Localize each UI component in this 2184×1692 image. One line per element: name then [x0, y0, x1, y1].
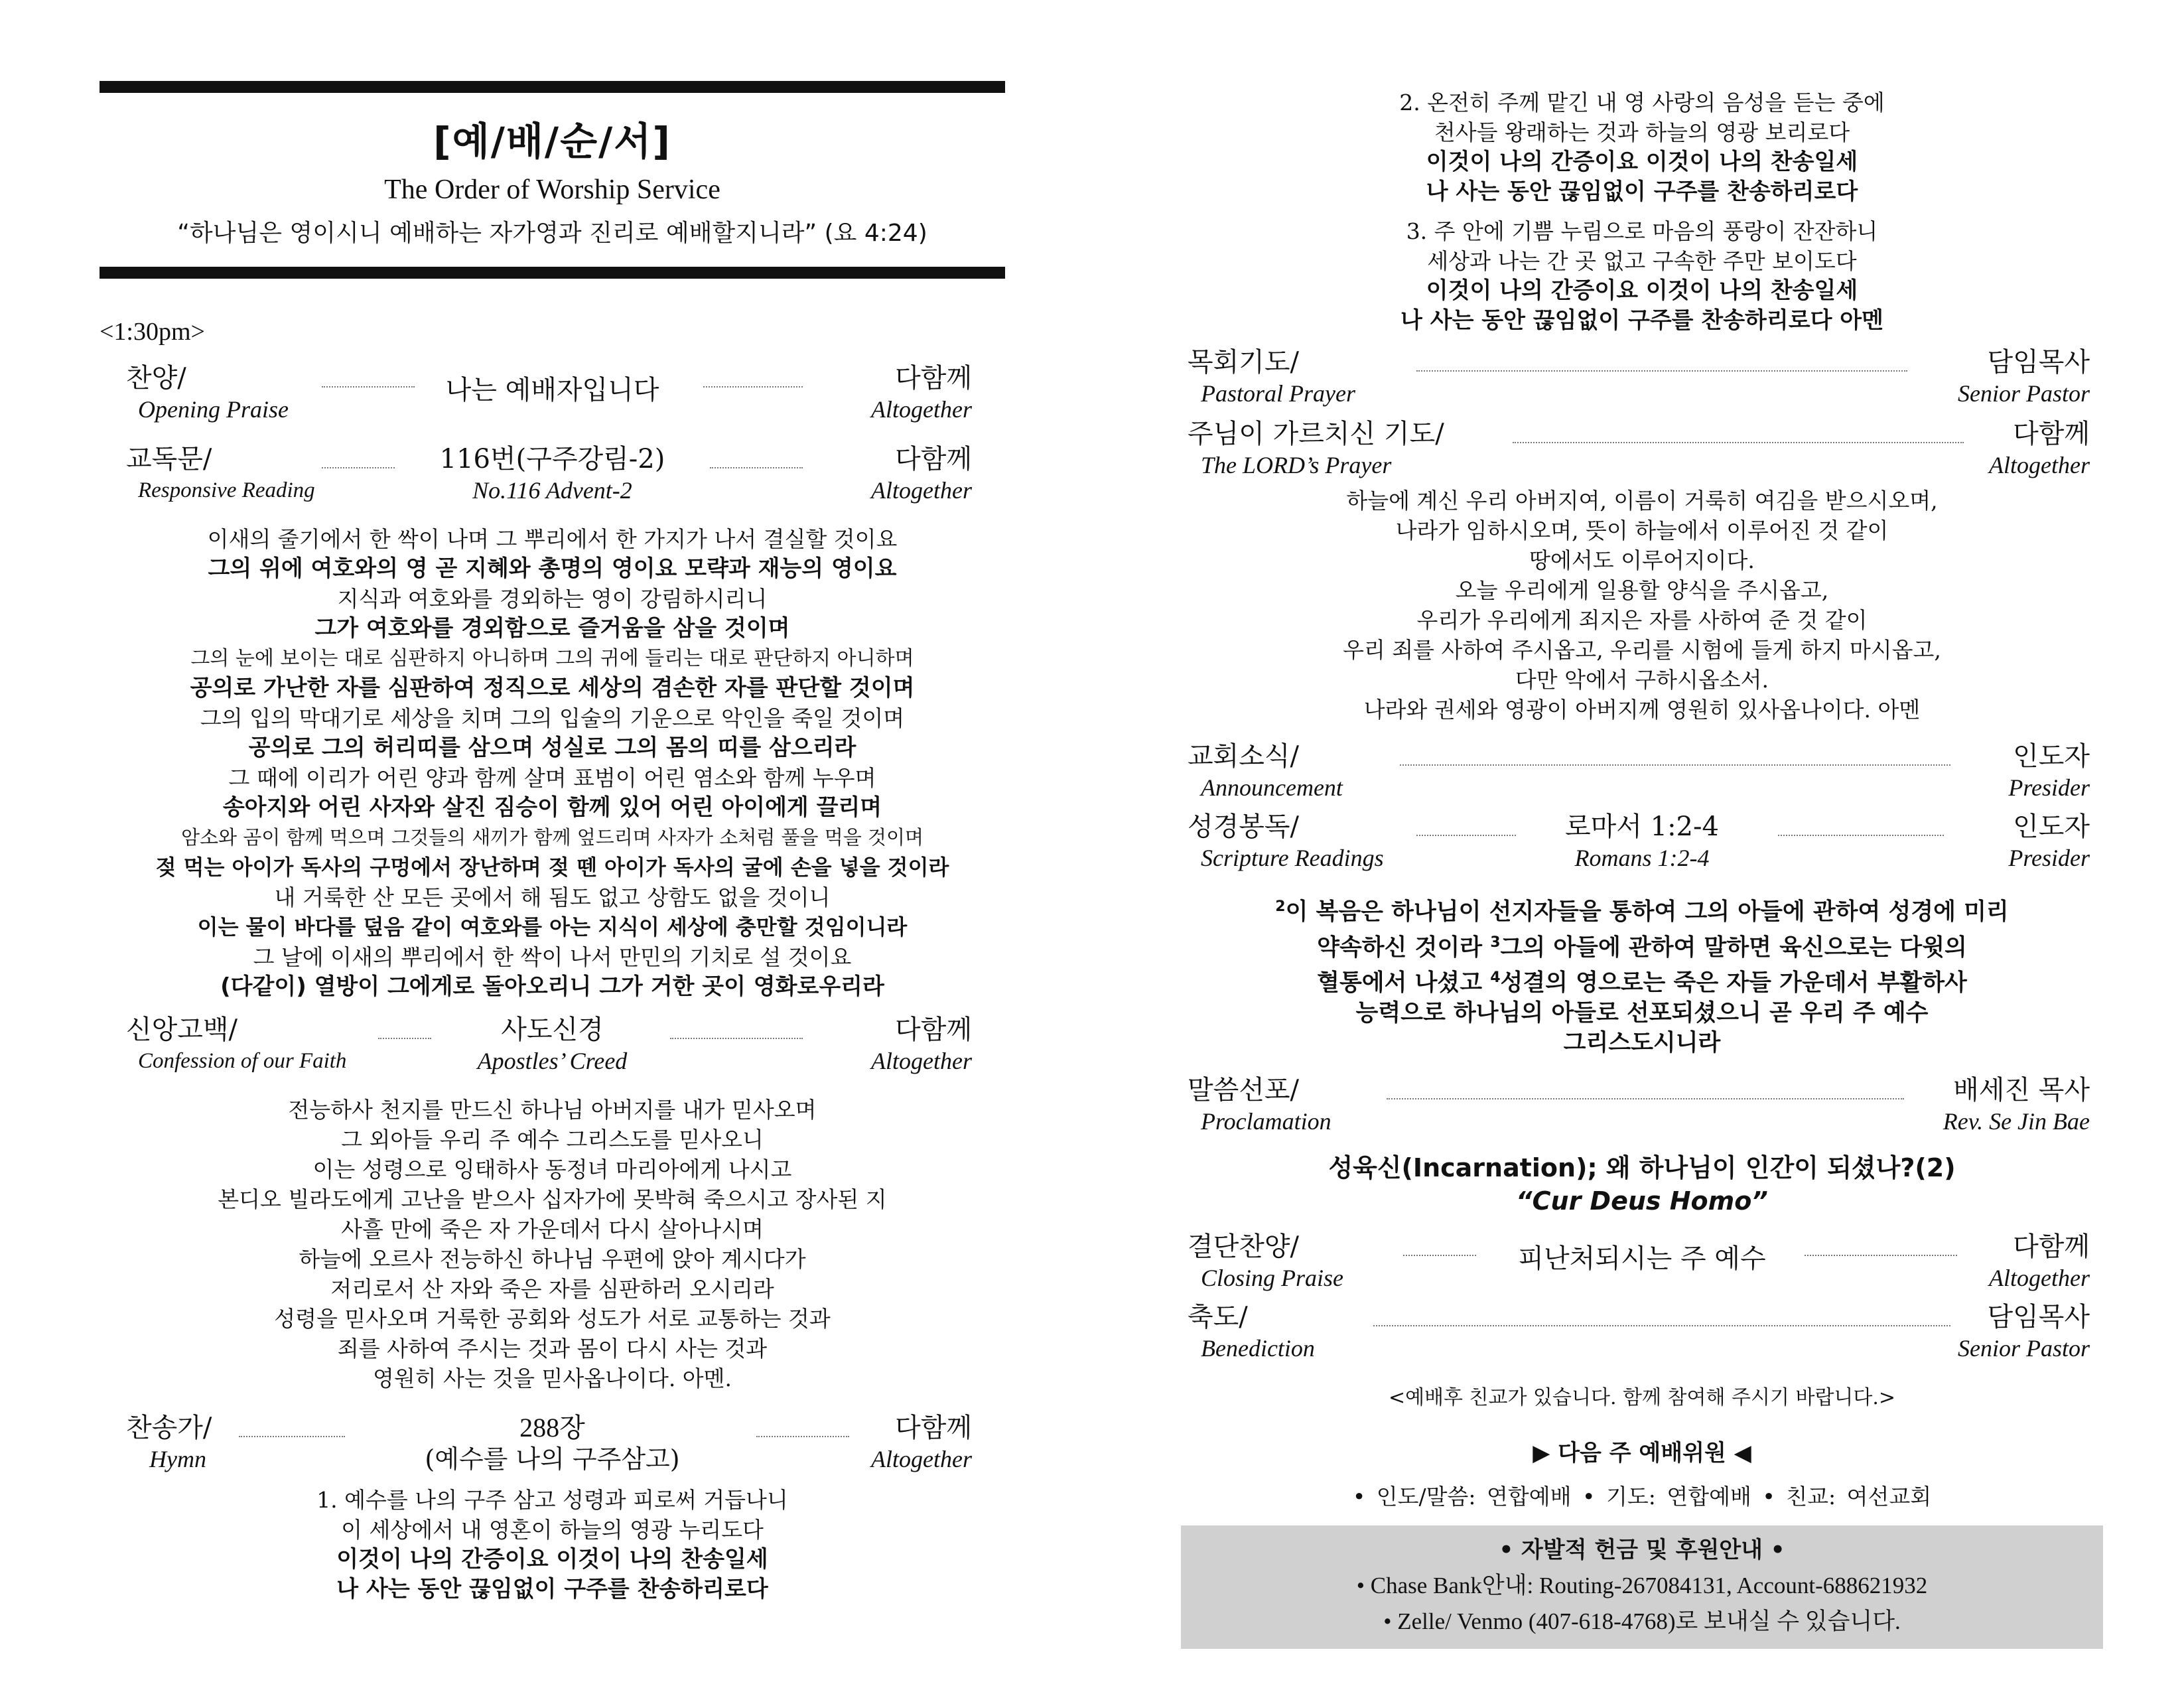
hymn-verse-1 — [100, 1485, 1005, 1604]
item-who-en: Altogether — [871, 1048, 972, 1074]
item-title: 피난처되시는 주 예수 — [1518, 1243, 1766, 1274]
creed-line: 그 외아들 우리 주 예수 그리스도를 믿사오니 — [341, 1127, 764, 1153]
order-scripture-readings — [1181, 810, 2103, 879]
leader-dots — [1513, 442, 1964, 443]
item-who-en: Presider — [2008, 774, 2090, 801]
scripture-line: 그리스도시니라 — [1563, 1029, 1721, 1056]
item-title-en: (예수를 나의 구주삼고) — [425, 1445, 680, 1474]
creed-line: 죄를 사하여 주시는 것과 몸이 다시 사는 것과 — [337, 1336, 768, 1362]
left-page — [100, 0, 1005, 1692]
hymn-line: 이것이 나의 간증이요 이것이 나의 찬송일세 — [1426, 277, 1858, 304]
item-who-kr: 다함께 — [2013, 419, 2090, 449]
item-kr: 성경봉독/ — [1188, 811, 1300, 842]
item-who-kr: 인도자 — [2013, 741, 2090, 772]
item-who-en: Senior Pastor — [1957, 1334, 2090, 1362]
item-who-kr: 다함께 — [895, 1015, 972, 1045]
prayer-line: 다만 악에서 구하시옵소서. — [1515, 667, 1769, 693]
item-en: Proclamation — [1201, 1107, 1331, 1135]
hymn-line: 2. 온전히 주께 맡긴 내 영 사랑의 음성을 듣는 중에 — [1399, 90, 1885, 115]
hymn-verse-2 — [1181, 88, 2103, 207]
prayer-line: 땅에서도 이루어지이다. — [1529, 547, 1755, 573]
order-opening-praise — [100, 361, 1005, 430]
verse-number: 3 — [1490, 934, 1501, 951]
prayer-line: 나라와 권세와 영광이 아버지께 영원히 있사옵나이다. 아멘 — [1363, 697, 1921, 723]
hymn-line: 천사들 왕래하는 것과 하늘의 영광 보리로다 — [1434, 119, 1850, 145]
reading-line: 암소와 곰이 함께 먹으며 그것들의 새끼가 함께 엎드리며 사자가 소처럼 풀을 먹을 것이며 — [180, 826, 924, 849]
verse-number: 4 — [1490, 969, 1501, 987]
item-kr: 신앙고백/ — [126, 1015, 238, 1045]
bulletin-subtitle: The Order of Worship Service — [384, 175, 720, 205]
leader-dots — [1400, 764, 1950, 766]
reading-line: 송아지와 어린 사자와 살진 짐승이 함께 있어 어린 아이에게 끌리며 — [222, 794, 882, 821]
reading-line: 이새의 줄기에서 한 싹이 나며 그 뿌리에서 한 가지가 나서 결실할 것이요 — [207, 526, 898, 552]
reading-line: 지식과 여호와를 경외하는 영이 강림하시리니 — [337, 586, 768, 612]
item-who-en: Altogether — [871, 477, 972, 504]
bottom-rule — [100, 267, 1005, 279]
item-who-kr: 다함께 — [2013, 1231, 2090, 1262]
item-who-kr: 담임목사 — [1987, 347, 2090, 378]
leader-dots — [1373, 1325, 1950, 1326]
prayer-line: 오늘 우리에게 일용할 양식을 주시옵고, — [1455, 577, 1829, 603]
scripture-span: 그의 아들에 관하여 말하면 육신으로는 다윗의 — [1500, 934, 1967, 961]
order-responsive-reading — [100, 442, 1005, 511]
offering-zelle-line: • Zelle/ Venmo (407-618-4768)로 보내실 수 있습니다. — [1383, 1608, 1901, 1634]
item-kr: 말씀선포/ — [1188, 1074, 1300, 1105]
creed-line: 성령을 믿사오며 거룩한 공회와 성도가 서로 교통하는 것과 — [274, 1306, 831, 1332]
item-who-en: Altogether — [1989, 452, 2090, 478]
creed-line: 영원히 사는 것을 믿사옵나이다. 아멘. — [372, 1366, 732, 1391]
reading-line: 이는 물이 바다를 덮음 같이 여호와를 아는 지식이 세상에 충만할 것임이니라 — [197, 914, 908, 940]
prayer-line: 하늘에 계신 우리 아버지여, 이름이 거룩히 여김을 받으시오며, — [1346, 488, 1938, 514]
hymn-line: 3. 주 안에 기쁨 누림으로 마음의 풍랑이 잔잔하니 — [1406, 218, 1878, 244]
sermon-subtitle: “Cur Deus Homo” — [1516, 1186, 1768, 1216]
creed-line: 저리로서 산 자와 죽은 자를 심판하러 오시리라 — [330, 1276, 774, 1302]
next-week-servers: • 인도/말씀: 연합예배 • 기도: 연합예배 • 친교: 여선교회 — [1352, 1483, 1932, 1510]
reading-line: 그 날에 이새의 뿌리에서 한 싹이 나서 만민의 기치로 설 것이요 — [253, 944, 852, 970]
service-time: <1:30pm> — [100, 318, 205, 346]
top-rule — [100, 81, 1005, 93]
creed-line: 본디오 빌라도에게 고난을 받으사 십자가에 못박혀 죽으시고 장사된 지 — [218, 1186, 887, 1212]
prayer-line: 우리 죄를 사하여 주시옵고, 우리를 시험에 들게 하지 마시옵고, — [1343, 637, 1941, 663]
reading-line: 그의 입의 막대기로 세상을 치며 그의 입술의 기운으로 악인을 죽일 것이며 — [200, 705, 905, 731]
hymn-verse-3 — [1181, 216, 2103, 336]
item-who-en: Rev. Se Jin Bae — [1943, 1107, 2090, 1135]
item-who-en: Presider — [2008, 845, 2090, 871]
next-week-header: ▶ 다음 주 예배위원 ◀ — [1533, 1439, 1751, 1466]
hymn-line: 나 사는 동안 끊임없이 구주를 찬송하리로다 — [1426, 178, 1858, 205]
item-who-en: Altogether — [871, 396, 972, 423]
creed-line: 이는 성령으로 잉태하사 동정녀 마리아에게 나시고 — [312, 1157, 792, 1182]
item-en: Closing Praise — [1201, 1264, 1344, 1291]
item-en: Responsive Reading — [138, 478, 315, 502]
hymn-line: 이 세상에서 내 영혼이 하늘의 영광 누리도다 — [341, 1517, 764, 1543]
item-who-kr: 담임목사 — [1987, 1301, 2090, 1332]
item-who-en: Senior Pastor — [1957, 380, 2090, 407]
leader-dots — [670, 1038, 803, 1039]
prayer-line: 우리가 우리에게 죄지은 자를 사하여 준 것 같이 — [1416, 607, 1868, 633]
item-kr: 찬양/ — [126, 363, 186, 393]
item-title-en: No.116 Advent-2 — [472, 477, 632, 504]
item-en: Benediction — [1201, 1334, 1315, 1362]
order-hymn — [100, 1411, 1005, 1480]
item-kr: 교독문/ — [126, 444, 212, 474]
item-en: Pastoral Prayer — [1201, 380, 1355, 407]
order-closing-praise — [1181, 1230, 2103, 1299]
leader-dots — [1416, 370, 1907, 372]
right-page — [1181, 0, 2103, 1692]
hymn-line: 나 사는 동안 끊임없이 구주를 찬송하리로다 — [336, 1576, 768, 1602]
scripture-line: 능력으로 하나님의 아들로 선포되셨으니 곧 우리 주 예수 — [1355, 999, 1929, 1026]
item-en: Hymn — [149, 1446, 206, 1472]
lords-prayer-text — [1181, 486, 2103, 725]
leader-dots — [703, 386, 803, 388]
item-who-kr: 배세진 목사 — [1953, 1074, 2090, 1105]
reading-line: 그 때에 이리가 어린 양과 함께 살며 표범이 어린 염소와 함께 누우며 — [228, 765, 876, 791]
item-who-kr: 다함께 — [895, 444, 972, 474]
creed-line: 하늘에 오르사 전능하신 하나님 우편에 앉아 계시다가 — [299, 1246, 806, 1272]
fellowship-notice: <예배후 친교가 있습니다. 함께 참여해 주시기 바랍니다.> — [1388, 1385, 1896, 1409]
offering-bank-line: • Chase Bank안내: Routing-267084131, Account-688621932 — [1356, 1572, 1928, 1598]
item-en: Announcement — [1201, 774, 1343, 801]
order-lords-prayer — [1181, 417, 2103, 486]
offering-header: • 자발적 헌금 및 후원안내 • — [1499, 1536, 1785, 1563]
reading-line: 공의로 가난한 자를 심판하여 정직으로 세상의 겸손한 자를 판단할 것이며 — [190, 675, 915, 701]
responsive-reading-text — [100, 524, 1005, 1002]
scripture-span: 이 복음은 하나님이 선지자들을 통하여 그의 아들에 관하여 성경에 미리 — [1285, 898, 2009, 926]
item-title: 116번(구주강림-2) — [439, 444, 665, 474]
leader-dots — [756, 1436, 849, 1437]
offering-box — [1181, 1525, 2103, 1649]
reading-line: 그의 위에 여호와의 영 곧 지혜와 총명의 영이요 모략과 재능의 영이요 — [208, 555, 897, 582]
prayer-line: 나라가 임하시오며, 뜻이 하늘에서 이루어진 것 같이 — [1395, 518, 1889, 543]
item-en: The LORD’s Prayer — [1201, 452, 1392, 478]
reading-line: 내 거룩한 산 모든 곳에서 해 됨도 없고 상함도 없을 것이니 — [274, 884, 831, 910]
reading-line: 그가 여호와를 경외함으로 즐거움을 삼을 것이며 — [314, 615, 790, 642]
order-proclamation — [1181, 1073, 2103, 1142]
scripture-line — [1181, 963, 2103, 999]
item-en: Scripture Readings — [1201, 845, 1384, 871]
item-title: 사도신경 — [501, 1015, 604, 1045]
item-kr: 주님이 가르치신 기도/ — [1188, 419, 1444, 449]
item-kr: 축도/ — [1188, 1301, 1248, 1332]
item-who-kr: 다함께 — [895, 363, 972, 393]
leader-dots — [1387, 1098, 1904, 1099]
scripture-line — [1181, 892, 2103, 928]
item-kr: 결단찬양/ — [1188, 1231, 1300, 1262]
creed-line: 전능하사 천지를 만드신 하나님 아버지를 내가 믿사오며 — [288, 1097, 817, 1123]
sermon-title: 성육신(Incarnation); 왜 하나님이 인간이 되셨나?(2) — [1328, 1153, 1956, 1182]
order-benediction — [1181, 1300, 2103, 1369]
apostles-creed-text — [100, 1095, 1005, 1393]
verse-number: 2 — [1275, 898, 1286, 915]
item-kr: 목회기도/ — [1188, 347, 1300, 378]
hymn-line: 이것이 나의 간증이요 이것이 나의 찬송일세 — [336, 1546, 768, 1573]
reading-line: 젖 먹는 아이가 독사의 구멍에서 장난하며 젖 뗀 아이가 독사의 굴에 손을 넣을 것이라 — [155, 855, 949, 880]
scripture-line — [1181, 928, 2103, 963]
hymn-line: 1. 예수를 나의 구주 삼고 성령과 피로써 거듭나니 — [316, 1487, 788, 1513]
reading-line: 공의로 그의 허리띠를 삼으며 성실로 그의 몸의 띠를 삼으리라 — [248, 735, 856, 761]
order-confession-of-faith — [100, 1013, 1005, 1082]
order-pastoral-prayer — [1181, 345, 2103, 414]
hymn-line: 나 사는 동안 끊임없이 구주를 찬송하리로다 아멘 — [1400, 307, 1883, 334]
item-who-kr: 인도자 — [2013, 811, 2090, 842]
item-title: 나는 예배자입니다 — [445, 375, 659, 405]
leader-dots — [1778, 835, 1944, 836]
item-title-en: Apostles’ Creed — [477, 1048, 628, 1074]
scripture-text — [1181, 892, 2103, 1058]
reading-line: 그의 눈에 보이는 대로 심판하지 아니하며 그의 귀에 들리는 대로 판단하지 아니하며 — [190, 647, 914, 670]
item-who-en: Altogether — [1989, 1264, 2090, 1291]
item-who-en: Altogether — [871, 1446, 972, 1472]
item-kr: 찬송가/ — [126, 1413, 212, 1443]
item-title: 로마서 1:2-4 — [1565, 811, 1719, 842]
scripture-span: 혈통에서 나셨고 — [1317, 969, 1491, 997]
leader-dots — [1805, 1255, 1957, 1256]
reading-line: (다같이) 열방이 그에게로 돌아오리니 그가 거한 곳이 영화로우리라 — [220, 973, 884, 1000]
leader-dots — [710, 467, 803, 468]
scripture-span: 약속하신 것이라 — [1317, 934, 1491, 961]
item-title-en: Romans 1:2-4 — [1574, 845, 1710, 871]
item-title: 288장 — [519, 1413, 585, 1443]
scripture-span: 성결의 영으로는 죽은 자들 가운데서 부활하사 — [1500, 969, 1967, 997]
item-who-kr: 다함께 — [895, 1413, 972, 1443]
hymn-line: 이것이 나의 간증이요 이것이 나의 찬송일세 — [1426, 149, 1858, 175]
theme-verse: “하나님은 영이시니 예배하는 자가영과 진리로 예배할지니라” (요 4:24) — [177, 220, 927, 247]
creed-line: 사흘 만에 죽은 자 가운데서 다시 살아나시며 — [341, 1216, 764, 1242]
bulletin-title: [예/배/순/서] — [433, 119, 671, 164]
item-kr: 교회소식/ — [1188, 741, 1300, 772]
hymn-line: 세상과 나는 간 곳 없고 구속한 주만 보이도다 — [1427, 248, 1857, 274]
order-announcement — [1181, 739, 2103, 808]
item-en: Opening Praise — [138, 396, 289, 423]
item-en: Confession of our Faith — [138, 1049, 347, 1073]
